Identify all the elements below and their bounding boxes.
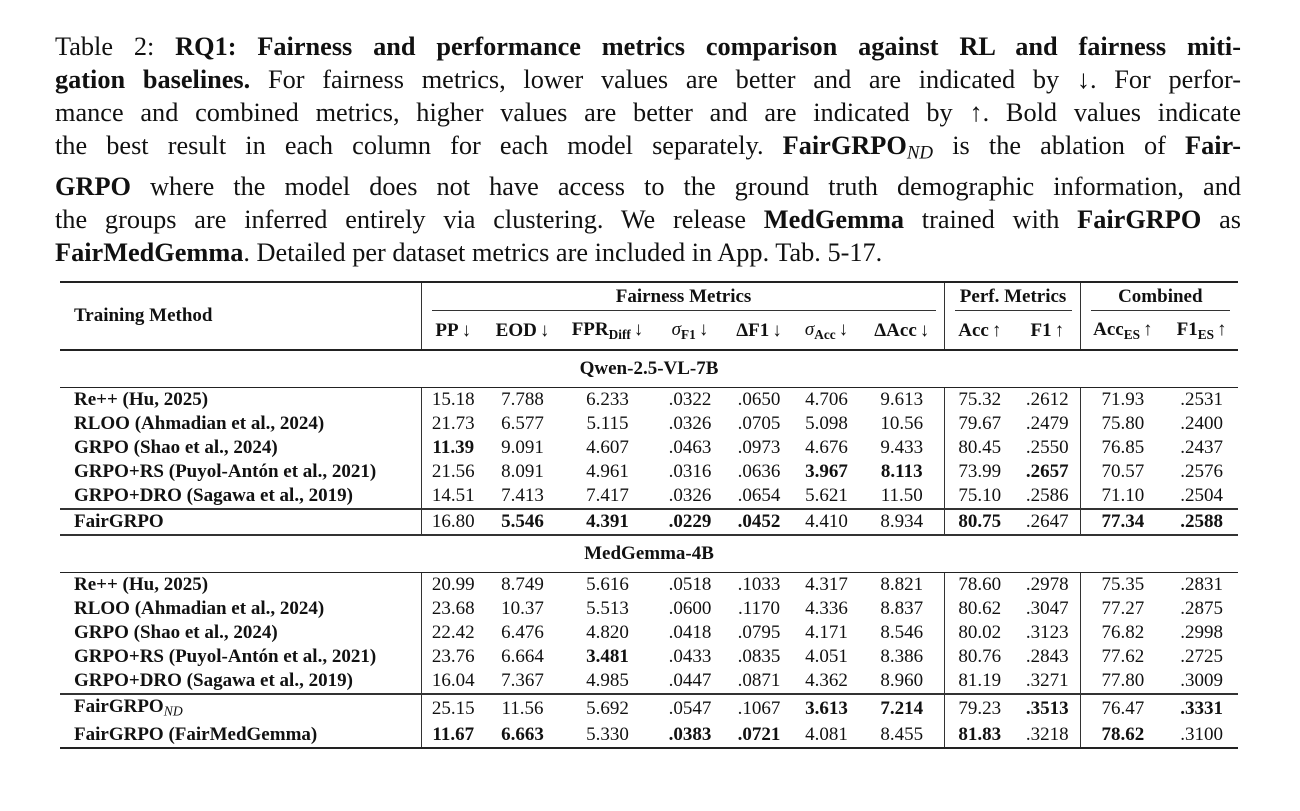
metric-cell: 3.613	[805, 698, 848, 720]
header-training-method: Training Method	[60, 282, 421, 350]
column-header: ΔF1 ↓	[736, 320, 782, 341]
metric-cell: 75.10	[944, 484, 1015, 509]
metric-cell: .3009	[1180, 670, 1223, 691]
metric-cell: .0326	[668, 485, 712, 506]
metric-cell: .2831	[1180, 574, 1223, 595]
caption-text: the groups are inferred entirely via clustering. We release	[55, 204, 764, 234]
metric-cell: .0418	[668, 622, 712, 643]
method-name: GRPO (Shao et al., 2024)	[74, 622, 278, 643]
metric-cell: 5.115	[586, 413, 629, 434]
metric-cell: .2998	[1180, 622, 1223, 643]
metric-cell: 4.607	[586, 437, 629, 458]
method-name: FairGRPOND	[74, 696, 183, 719]
column-header: $F1_{ES}$ ↑	[1176, 319, 1227, 342]
metric-cell: .2612	[1025, 389, 1069, 410]
metric-cell: 4.362	[805, 670, 848, 691]
metric-cell: .2437	[1180, 437, 1223, 458]
metric-cell: 79.23	[944, 694, 1015, 723]
metric-cell: 25.15	[421, 694, 485, 723]
metric-cell: .1170	[737, 598, 781, 619]
metric-cell: .3218	[1025, 724, 1069, 746]
method-name: FairGRPO	[74, 511, 164, 532]
method-name: GRPO+DRO (Sagawa et al., 2019)	[74, 485, 353, 506]
metric-cell: .2400	[1180, 413, 1223, 434]
metric-cell: 80.76	[944, 645, 1015, 669]
metric-cell: .2725	[1180, 646, 1223, 667]
table-row	[60, 436, 1238, 460]
metric-cell: 79.67	[944, 412, 1015, 436]
table-row	[60, 723, 1238, 748]
method-name: GRPO+RS (Puyol-Antón et al., 2021)	[74, 646, 377, 667]
metric-cell: 5.692	[586, 698, 629, 720]
metric-cell: .0452	[737, 511, 781, 532]
metric-cell: 77.27	[1080, 597, 1165, 621]
metric-cell: 80.45	[944, 436, 1015, 460]
metric-cell: 4.391	[586, 511, 629, 532]
metric-cell: 4.081	[805, 724, 848, 746]
metric-cell: .2531	[1180, 389, 1223, 410]
metric-cell: 77.62	[1080, 645, 1165, 669]
metric-cell: .0654	[737, 485, 781, 506]
caption-text: GRPO	[55, 171, 131, 201]
method-name: GRPO (Shao et al., 2024)	[74, 437, 278, 458]
metric-cell: 21.73	[421, 412, 485, 436]
metric-cell: 7.417	[586, 485, 629, 506]
table-row	[60, 573, 1238, 598]
results-table	[60, 281, 1238, 749]
caption-text: FairGRPOND	[782, 131, 934, 164]
metric-cell: 8.091	[501, 461, 544, 482]
metric-cell: 9.091	[501, 437, 544, 458]
metric-cell: 8.837	[880, 598, 924, 619]
caption-text: Fair-	[1185, 131, 1241, 160]
metric-cell: 73.99	[944, 460, 1015, 484]
caption-text: is the ablation of	[933, 131, 1186, 160]
metric-cell: 4.706	[805, 389, 848, 410]
metric-cell: 8.113	[880, 461, 923, 482]
metric-cell: .2875	[1180, 598, 1223, 619]
metric-cell: .2479	[1025, 413, 1069, 434]
metric-cell: .3513	[1025, 698, 1069, 720]
metric-cell: 4.051	[805, 646, 848, 667]
method-name: GRPO+RS (Puyol-Antón et al., 2021)	[74, 461, 377, 482]
table-row	[60, 484, 1238, 509]
metric-cell: .2978	[1025, 574, 1069, 595]
metric-cell: 7.788	[501, 389, 544, 410]
metric-cell: 77.80	[1080, 669, 1165, 694]
metric-cell: 3.967	[805, 461, 848, 482]
metric-cell: .3331	[1180, 698, 1223, 720]
table-row	[60, 509, 1238, 535]
metric-cell: .2657	[1025, 461, 1069, 482]
metric-cell: .0383	[668, 724, 712, 746]
metric-cell: 4.985	[586, 670, 629, 691]
caption-text: MedGemma	[763, 204, 904, 234]
caption-text: For fairness metrics, lower values are better and are indicated by ↓. For perfor-	[250, 65, 1241, 94]
metric-cell: 5.513	[586, 598, 629, 619]
caption-text: Table 2:	[55, 32, 176, 61]
metric-cell: 77.34	[1080, 509, 1165, 535]
caption-line	[55, 96, 1241, 129]
metric-cell: .2504	[1180, 485, 1223, 506]
metric-cell: 6.577	[501, 413, 544, 434]
caption-line	[55, 170, 1241, 203]
metric-cell: 15.18	[421, 388, 485, 413]
metric-cell: 8.546	[880, 622, 924, 643]
metric-cell: 6.233	[586, 389, 629, 410]
metric-cell: .0795	[737, 622, 781, 643]
metric-cell: 8.386	[880, 646, 924, 667]
metric-cell: 11.56	[501, 698, 544, 720]
metric-cell: 8.455	[880, 724, 924, 746]
method-name: Re++ (Hu, 2025)	[74, 574, 209, 595]
table-row	[60, 645, 1238, 669]
group-header-fairness: Fairness Metrics	[421, 282, 944, 313]
group-header-combined: Combined	[1080, 282, 1238, 313]
metric-cell: 23.68	[421, 597, 485, 621]
metric-cell: 4.676	[805, 437, 848, 458]
metric-cell: 4.961	[586, 461, 629, 482]
metric-cell: 76.82	[1080, 621, 1165, 645]
metric-cell: .3123	[1025, 622, 1069, 643]
metric-cell: 21.56	[421, 460, 485, 484]
metric-cell: 4.317	[805, 574, 848, 595]
column-header: $\sigma_{F1}$ ↓	[671, 319, 709, 342]
table-caption	[55, 30, 1241, 269]
metric-cell: .0835	[737, 646, 781, 667]
caption-text: FairMedGemma	[55, 237, 244, 267]
column-header: $\sigma_{Acc}$ ↓	[804, 319, 849, 342]
metric-cell: .3271	[1025, 670, 1069, 691]
metric-cell: 11.39	[421, 436, 485, 460]
metric-cell: 4.820	[586, 622, 629, 643]
metric-cell: 4.410	[805, 511, 848, 532]
metric-cell: .2576	[1180, 461, 1223, 482]
metric-cell: .0636	[737, 461, 781, 482]
metric-cell: .0547	[668, 698, 712, 720]
metric-cell: 9.433	[880, 437, 924, 458]
caption-line	[55, 129, 1241, 170]
metric-cell: .2550	[1025, 437, 1069, 458]
column-header: Acc ↑	[944, 313, 1015, 350]
column-header: $FPR_{Diff}$ ↓	[571, 319, 644, 342]
metric-cell: 5.616	[586, 574, 629, 595]
metric-cell: .1067	[737, 698, 781, 720]
metric-cell: 71.93	[1080, 388, 1165, 413]
metric-cell: .0447	[668, 670, 712, 691]
metric-cell: 71.10	[1080, 484, 1165, 509]
column-header: ΔAcc ↓	[874, 320, 930, 341]
metric-cell: 5.098	[805, 413, 848, 434]
metric-cell: 5.546	[501, 511, 544, 532]
metric-cell: .3047	[1025, 598, 1069, 619]
method-name: RLOO (Ahmadian et al., 2024)	[74, 598, 325, 619]
table-row	[60, 597, 1238, 621]
caption-line	[55, 63, 1241, 96]
metric-cell: .0463	[668, 437, 712, 458]
metric-cell: 78.62	[1080, 723, 1165, 748]
column-header: F1 ↑	[1030, 320, 1065, 341]
metric-cell: .0973	[737, 437, 781, 458]
metric-cell: 75.80	[1080, 412, 1165, 436]
metric-cell: .2647	[1025, 511, 1069, 532]
metric-cell: 8.934	[880, 511, 924, 532]
method-name: GRPO+DRO (Sagawa et al., 2019)	[74, 670, 353, 691]
metric-cell: .0433	[668, 646, 712, 667]
metric-cell: 76.85	[1080, 436, 1165, 460]
metric-cell: 8.821	[880, 574, 924, 595]
metric-cell: 4.336	[805, 598, 848, 619]
metric-cell: 5.621	[805, 485, 848, 506]
metric-cell: .0326	[668, 413, 712, 434]
table-row	[60, 621, 1238, 645]
metric-cell: 6.476	[501, 622, 544, 643]
metric-cell: 6.664	[501, 646, 544, 667]
metric-cell: 23.76	[421, 645, 485, 669]
metric-cell: 81.19	[944, 669, 1015, 694]
metric-cell: .0721	[737, 724, 781, 746]
caption-line	[55, 30, 1241, 63]
method-name: RLOO (Ahmadian et al., 2024)	[74, 413, 325, 434]
caption-text: as	[1201, 204, 1242, 234]
metric-cell: .0600	[668, 598, 712, 619]
caption-text: mance and combined metrics, higher values are better and are indicated by ↑. Bold values indicate	[55, 98, 1241, 127]
metric-cell: 80.62	[944, 597, 1015, 621]
metric-cell: .2586	[1025, 485, 1069, 506]
column-header: PP ↓	[421, 313, 485, 350]
method-name: FairGRPO (FairMedGemma)	[74, 724, 318, 746]
caption-text: RQ1: Fairness and performance metrics comparison against RL and fairness miti-	[175, 32, 1241, 61]
metric-cell: 75.32	[944, 388, 1015, 413]
column-header: Acc$_{ES}$ ↑	[1080, 313, 1165, 350]
metric-cell: 16.80	[421, 509, 485, 535]
metric-cell: 14.51	[421, 484, 485, 509]
metric-cell: 8.749	[501, 574, 544, 595]
table-row	[60, 694, 1238, 723]
caption-line	[55, 203, 1241, 236]
metric-cell: .1033	[737, 574, 781, 595]
caption-text: FairGRPO	[1077, 204, 1202, 234]
metric-cell: 11.50	[880, 485, 923, 506]
table-row	[60, 388, 1238, 413]
method-name: Re++ (Hu, 2025)	[74, 389, 209, 410]
metric-cell: 10.37	[501, 598, 544, 619]
metric-cell: 75.35	[1080, 573, 1165, 598]
metric-cell: 81.83	[944, 723, 1015, 748]
metric-cell: 3.481	[586, 646, 629, 667]
metric-cell: 22.42	[421, 621, 485, 645]
metric-cell: 16.04	[421, 669, 485, 694]
caption-text: trained with	[904, 204, 1078, 234]
metric-cell: 8.960	[880, 670, 924, 691]
metric-cell: 20.99	[421, 573, 485, 598]
metric-cell: 7.367	[501, 670, 544, 691]
table-row	[60, 412, 1238, 436]
section-title: MedGemma-4B	[60, 535, 1238, 573]
metric-cell: .0229	[668, 511, 712, 532]
metric-cell: 10.56	[880, 413, 924, 434]
metric-cell: .0650	[737, 389, 781, 410]
column-header: EOD ↓	[495, 320, 550, 341]
metric-cell: .0518	[668, 574, 712, 595]
caption-text: gation baselines.	[55, 65, 251, 94]
section-title: Qwen-2.5-VL-7B	[60, 350, 1238, 388]
metric-cell: 78.60	[944, 573, 1015, 598]
metric-cell: .0871	[737, 670, 781, 691]
metric-cell: 80.75	[944, 509, 1015, 535]
caption-text: where the model does not have access to the ground truth demographic information, and	[130, 171, 1241, 201]
metric-cell: 70.57	[1080, 460, 1165, 484]
metric-cell: 76.47	[1080, 694, 1165, 723]
metric-cell: 9.613	[880, 389, 924, 410]
metric-cell: 7.214	[880, 698, 924, 720]
metric-cell: 11.67	[421, 723, 485, 748]
metric-cell: .0322	[668, 389, 712, 410]
metric-cell: .3100	[1180, 724, 1223, 746]
table-row	[60, 669, 1238, 694]
metric-cell: 7.413	[501, 485, 544, 506]
metric-cell: 6.663	[501, 724, 544, 746]
metric-cell: 5.330	[586, 724, 629, 746]
metric-cell: .2843	[1025, 646, 1069, 667]
metric-cell: 4.171	[805, 622, 848, 643]
caption-text: . Detailed per dataset metrics are included in App. Tab. 5-17.	[243, 237, 883, 267]
metric-cell: .0705	[737, 413, 781, 434]
caption-line	[55, 236, 1241, 269]
metric-cell: 80.02	[944, 621, 1015, 645]
metric-cell: .0316	[668, 461, 712, 482]
metric-cell: .2588	[1180, 511, 1223, 532]
caption-text: the best result in each column for each model separately.	[55, 131, 783, 160]
table-row	[60, 460, 1238, 484]
group-header-performance: Perf. Metrics	[944, 282, 1080, 313]
